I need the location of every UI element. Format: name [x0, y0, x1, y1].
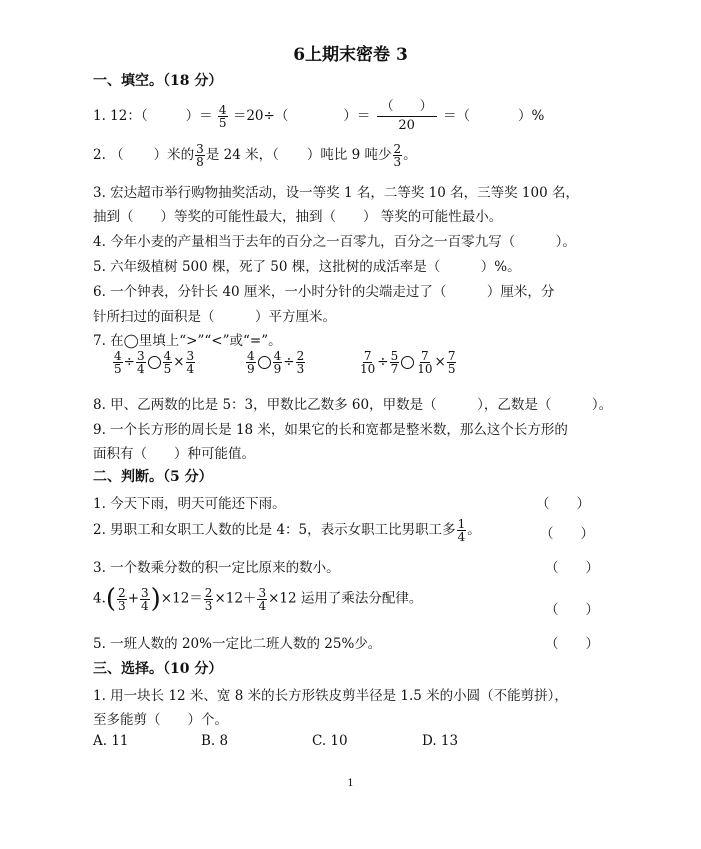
answer-circle[interactable]	[258, 356, 271, 369]
fraction: $\frac{2}{3}$	[393, 142, 402, 169]
mc-question-1-line-1: 1. 用一块长 12 米、宽 8 米的长方形铁皮剪半径是 1.5 米的小圆（不能剪拼），	[93, 688, 568, 704]
compare-expression-2: $\frac{4}{9}$ $\frac{4}{9}$ ÷ $\frac{2}{3}$	[247, 349, 305, 376]
question-6-line-2: 针所扫过的面积是（ ）平方厘米。	[93, 309, 336, 325]
page-number: 1	[347, 778, 354, 789]
question-6-line-1: 6. 一个钟表，分针长 40 厘米，一小时分针的尖端走过了（ ）厘米，分	[93, 284, 555, 300]
tf-item-2: 2. 男职工和女职工人数的比是 4：5，表示女职工比男职工多 $\frac{1}{4}$ 。	[93, 517, 481, 544]
option-c[interactable]: C. 10	[312, 733, 348, 749]
question-8: 8. 甲、乙两数的比是 5：3，甲数比乙数多 60，甲数是（ ），乙数是（ ）。	[93, 397, 613, 413]
section-true-false: 二、判断。（5 分）	[93, 469, 213, 485]
question-1: 1. 12：（ ）＝ $\frac{4}{5}$ ＝20÷（ ）＝ （ ） 20 ＝（ ）%	[93, 99, 545, 133]
option-a[interactable]: A. 11	[93, 733, 129, 749]
option-d[interactable]: D. 13	[422, 733, 459, 749]
section-multiple-choice: 三、选择。（10 分）	[93, 661, 223, 677]
tf-answer-bracket[interactable]: （ ）	[545, 560, 599, 576]
tf-answer-bracket[interactable]: （ ）	[536, 496, 590, 512]
fraction: （ ） 20	[377, 98, 437, 135]
fraction: $\frac{4}{5}$	[218, 103, 227, 130]
tf-item-3: 3. 一个数乘分数的积一定比原来的数小。	[93, 560, 340, 576]
question-5: 5. 六年级植树 500 棵，死了 50 棵，这批树的成活率是（ ）%。	[93, 259, 521, 275]
question-4: 4. 今年小麦的产量相当于去年的百分之一百零九，百分之一百零九写（ ）。	[93, 234, 576, 250]
tf-item-4: 4.( $\frac{2}{3}$ + $\frac{3}{4}$ )×12＝ $\frac{2}{3}$ ×12＋ $\frac{3}{4}$ ×12 运用了乘法分配律。	[93, 584, 423, 614]
fraction: $\frac{3}{8}$	[196, 142, 204, 169]
question-2: 2. （ ）米的 $\frac{3}{8}$ 是 24 米，（ ）吨比 9 吨少 $\frac{2}{3}$ 。	[93, 142, 417, 169]
tf-item-1: 1. 今天下雨，明天可能还下雨。	[93, 496, 286, 512]
question-9-line-1: 9. 一个长方形的周长是 18 米，如果它的长和宽都是整米数，那么这个长方形的	[93, 422, 568, 438]
tf-item-5: 5. 一班人数的 20%一定比二班人数的 25%少。	[93, 636, 382, 652]
page-title: 6上期末密卷 3	[293, 45, 408, 65]
answer-circle[interactable]	[401, 356, 414, 369]
mc-question-1-line-2: 至多能剪（ ）个。	[93, 712, 228, 728]
compare-expression-1: $\frac{4}{5}$ ÷ $\frac{3}{4}$ $\frac{4}{5}$ × $\frac{3}{4}$	[114, 349, 195, 376]
tf-answer-bracket[interactable]: （ ）	[545, 636, 599, 652]
answer-circle[interactable]	[148, 356, 161, 369]
section-fill-blank: 一、填空。（18 分）	[93, 73, 223, 89]
tf-answer-bracket[interactable]: （ ）	[545, 602, 599, 618]
fraction: $\frac{1}{4}$	[457, 517, 466, 544]
question-3-line-2: 抽到（ ）等奖的可能性最大，抽到（ ） 等奖的可能性最小。	[93, 209, 503, 225]
option-b[interactable]: B. 8	[201, 733, 229, 749]
question-7-stem: 7. 在◯里填上“>”“<”或“=”。	[93, 333, 282, 349]
question-3-line-1: 3. 宏达超市举行购物抽奖活动，设一等奖 1 名，二等奖 10 名，三等奖 100 名，	[93, 185, 579, 201]
question-9-line-2: 面积有（ ）种可能值。	[93, 446, 255, 462]
compare-expression-3: $\frac{7}{10}$ ÷ $\frac{5}{7}$ $\frac{7}{10}$ × $\frac{7}{5}$	[360, 349, 456, 376]
tf-answer-bracket[interactable]: （ ）	[540, 526, 594, 542]
